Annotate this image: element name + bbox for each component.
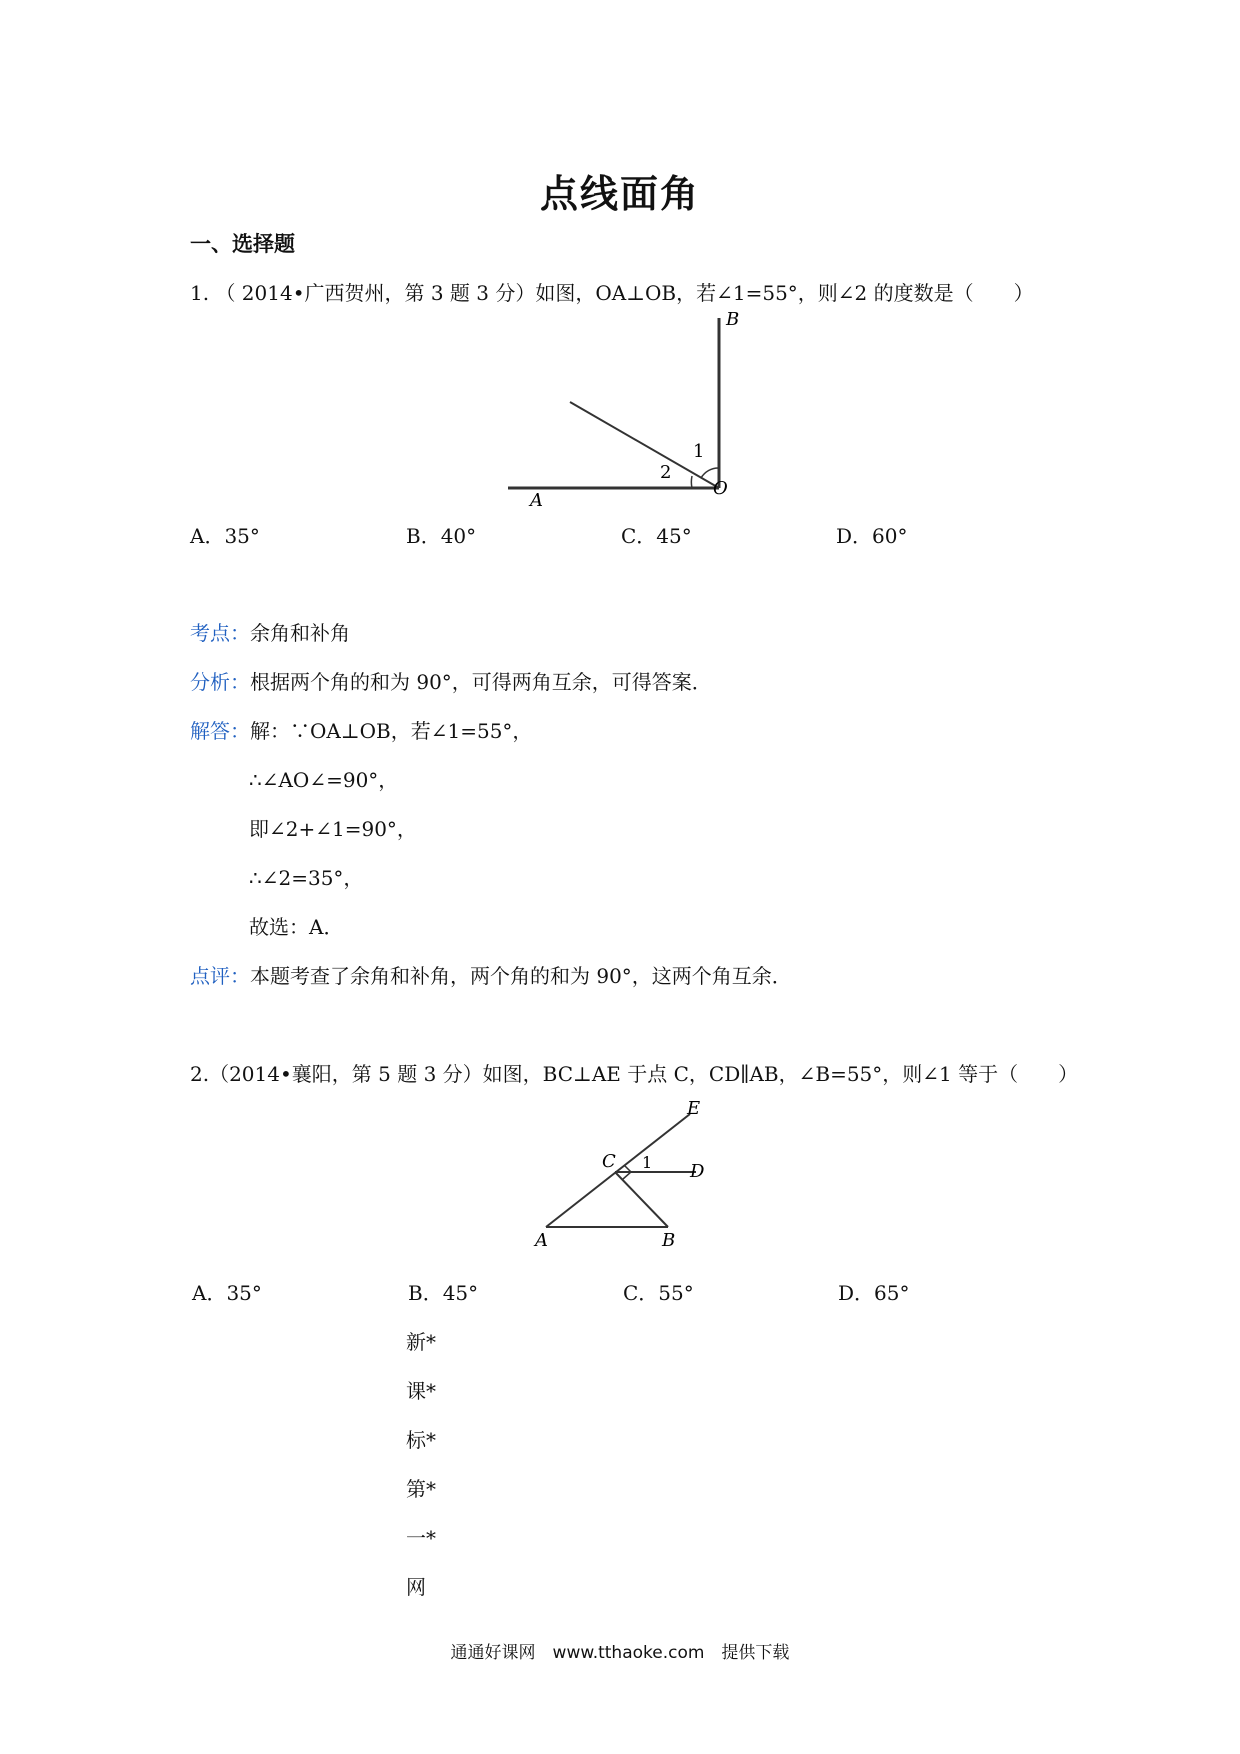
vertical-text-1: 新* (406, 1330, 436, 1354)
solution-step-3: ∴∠2=35°， (249, 866, 364, 890)
line-ae (546, 1114, 690, 1227)
label-b: B (726, 310, 740, 330)
segment-bc (615, 1172, 668, 1227)
fenxi-text: 根据两个角的和为 90°，可得两角互余，可得答案． (250, 670, 712, 694)
kaodian-label: 考点： (190, 621, 250, 645)
label-a: A (530, 490, 543, 510)
label-c: C (602, 1151, 616, 1172)
question-2-stem: 2.（2014•襄阳，第 5 题 3 分）如图，BC⊥AE 于点 C，CD∥AB，∠B=55°，则∠1 等于（ ） (190, 1062, 1079, 1086)
q2-option-b: B．45° (408, 1281, 479, 1305)
label-d: D (690, 1161, 705, 1182)
q1-option-a: A．35° (190, 524, 260, 548)
page-footer: 通通好课网 www.tthaoke.com 提供下载 (450, 1643, 790, 1663)
page-title: 点线面角 (539, 172, 700, 216)
kaodian-text: 余角和补角 (250, 621, 350, 645)
solution-step-4: 故选：A． (249, 915, 344, 939)
solution-step-2: 即∠2+∠1=90°， (249, 817, 417, 841)
dianping-row (190, 960, 792, 989)
label-o: O (713, 478, 728, 499)
jieda-text: 解：∵OA⊥OB，若∠1=55°， (250, 719, 533, 743)
q2-option-c: C．55° (623, 1281, 694, 1305)
question-1-figure (490, 310, 750, 510)
solution-step-1: ∴∠AO∠=90°， (249, 768, 399, 792)
kaodian-row (190, 617, 350, 646)
jieda-label: 解答： (190, 719, 250, 743)
q2-option-d: D．65° (838, 1281, 910, 1305)
label-b: B (662, 1230, 676, 1251)
fenxi-row (190, 666, 712, 695)
jieda-row (190, 715, 532, 744)
vertical-text-5: 一* (406, 1526, 436, 1550)
vertical-text-2: 课* (406, 1379, 436, 1403)
section-heading: 一、选择题 (190, 232, 295, 256)
dianping-text: 本题考查了余角和补角，两个角的和为 90°，这两个角互余． (250, 964, 792, 988)
vertical-text-4: 第* (406, 1477, 436, 1501)
label-angle-1: 1 (642, 1153, 653, 1172)
label-angle-1: 1 (693, 441, 705, 462)
q1-option-c: C．45° (621, 524, 692, 548)
q1-option-b: B．40° (406, 524, 477, 548)
dianping-label: 点评： (190, 964, 250, 988)
fenxi-label: 分析： (190, 670, 250, 694)
q2-option-a: A．35° (192, 1281, 262, 1305)
label-a: A (535, 1230, 548, 1251)
vertical-text-3: 标* (406, 1428, 436, 1452)
vertical-text-6: 网 (406, 1575, 426, 1599)
label-angle-2: 2 (660, 462, 672, 483)
angle-1-arc (701, 468, 719, 478)
q1-option-d: D．60° (836, 524, 908, 548)
label-e: E (687, 1100, 701, 1119)
question-2-figure (520, 1100, 740, 1260)
question-1-stem: 1. （ 2014•广西贺州，第 3 题 3 分）如图，OA⊥OB，若∠1=55°，则∠2 的度数是（ ） (190, 281, 1034, 305)
angle-2-arc (691, 476, 692, 488)
